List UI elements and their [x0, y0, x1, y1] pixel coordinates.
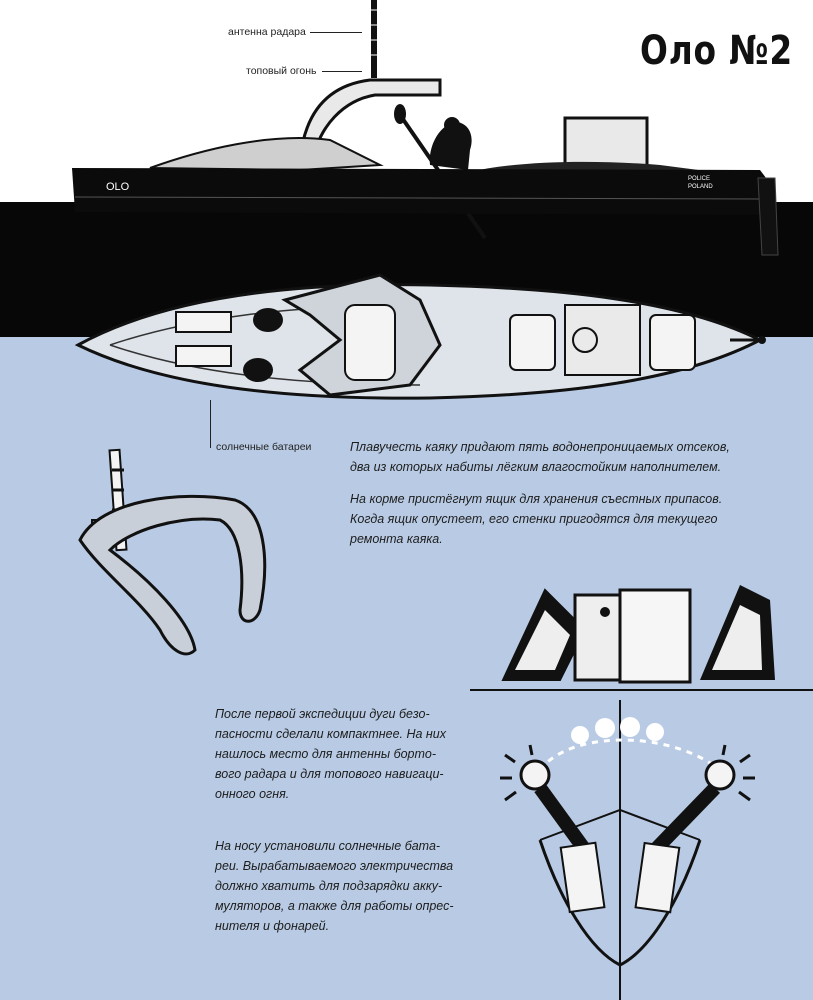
arch-detail	[80, 450, 265, 654]
paragraph-solar-panels: На носу установили солнечные бата- реи. Вырабатываемого электричества должно хватить для подзарядки акку- муляторов, а также для работы опрес- нителя и фонарей.	[215, 839, 454, 933]
supply-box-parts	[470, 585, 813, 690]
paragraph-safety-arches: После первой экспедиции дуги безо- пасности сделали компактнее. На них нашлось место для антенны бортo- вого радара и для топового навигаци- онного огня.	[215, 707, 446, 801]
arrow-masthead-light	[322, 71, 362, 72]
label-masthead-light: топовый огонь	[246, 65, 317, 77]
paragraph-supply-box: На корме пристёгнут ящик для хранения съестных припасов. Когда ящик опустеет, его стенки пригодятся для текущего ремонта каяка.	[350, 492, 723, 546]
label-solar-panels: солнечные батареи	[216, 441, 312, 453]
stern-text-1: POLICE	[688, 176, 711, 182]
arrow-solar-panels	[210, 400, 211, 448]
paragraph-buoyancy: Плавучесть каяку придают пять водонепроницаемых отсеков, два из которых набиты лёгким влагостойким наполнителем.	[350, 440, 730, 474]
kayak-top-view	[78, 275, 766, 398]
stern-text-2: POLAND	[688, 184, 713, 190]
arrow-radar-antenna	[310, 32, 362, 33]
bow-front-view	[500, 700, 755, 1000]
hull-name-text: OLO	[106, 181, 130, 193]
label-radar-antenna: антенна радара	[228, 26, 306, 38]
page-title: Оло №2	[640, 28, 794, 74]
